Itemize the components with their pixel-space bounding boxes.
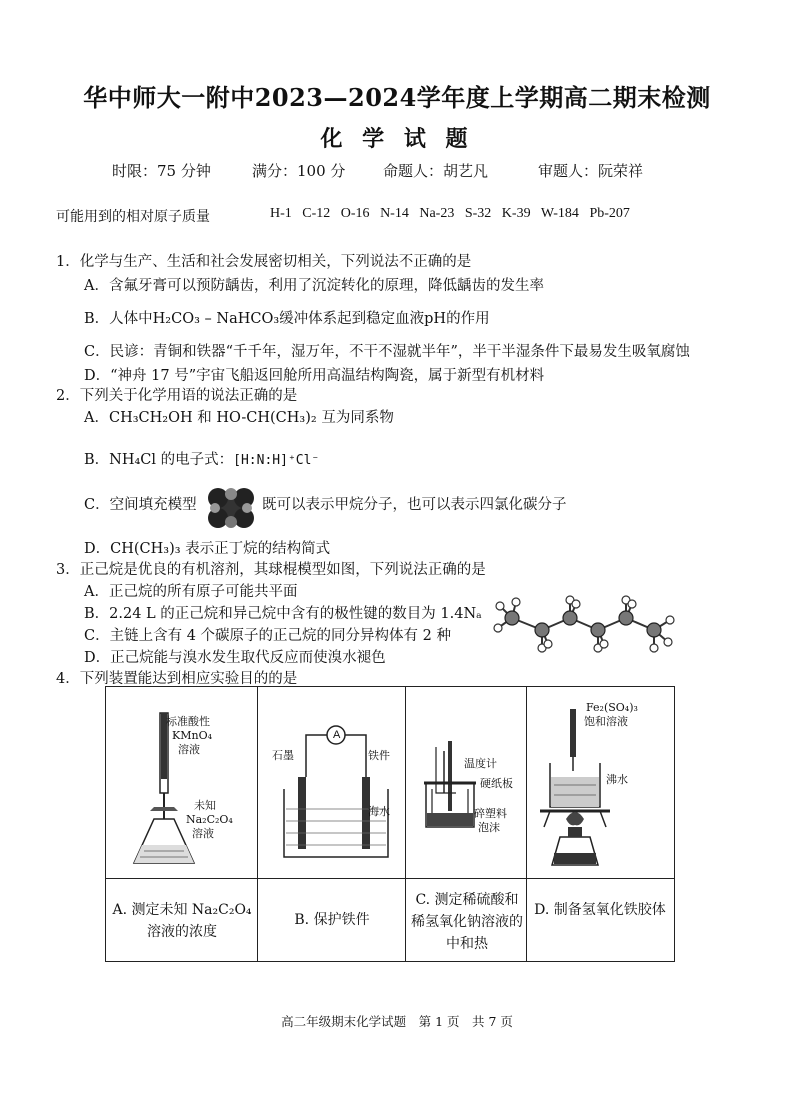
- q2-option-c-suffix: 既可以表示甲烷分子，也可以表示四氯化碳分子: [262, 497, 567, 513]
- q2-stem: 2．下列关于化学用语的说法正确的是: [56, 388, 298, 404]
- foam-label-1: 碎塑料: [474, 807, 507, 820]
- q2-option-d: D．CH(CH₃)₃ 表示正丁烷的结构简式: [84, 541, 331, 557]
- q1-option-c: C．民谚：青铜和铁器“千千年，湿万年，不干不湿就半年”，半干半湿条件下最易发生吸氧腐蚀: [84, 344, 690, 360]
- ammeter-label: A: [333, 729, 341, 741]
- table-row-divider: [106, 878, 674, 879]
- q2-option-c-prefix: C．空间填充模型: [84, 497, 197, 513]
- space-filling-model-image: [200, 482, 262, 532]
- page-subtitle: 化 学 试 题: [320, 126, 474, 152]
- full-score: 满分：100 分: [252, 162, 346, 180]
- fig-a-label-bot: 溶液: [178, 743, 200, 756]
- q1-option-d: D．“神舟 17 号”宇宙飞船返回舱所用高温结构陶瓷，属于新型有机材料: [84, 368, 545, 384]
- q3-option-d: D．正己烷能与溴水发生取代反应而使溴水褪色: [84, 650, 386, 666]
- atomic-mass-item: S-32: [464, 206, 492, 221]
- fig-a-flask-label-3: 溶液: [192, 827, 214, 840]
- fig-a-label-mid: KMnO₄: [172, 729, 212, 742]
- time-limit: 时限：75 分钟: [112, 162, 211, 180]
- atomic-mass-item: Na-23: [419, 206, 455, 221]
- q1-stem: 1．化学与生产、生活和社会发展密切相关，下列说法不正确的是: [56, 254, 472, 270]
- author: 命题人：胡艺凡: [383, 162, 489, 180]
- caption-c: C. 测定稀硫酸和稀氢氧化钠溶液的中和热: [411, 892, 523, 952]
- atomic-mass-item: O-16: [340, 206, 370, 221]
- q1-option-a: A．含氟牙膏可以预防龋齿，利用了沉淀转化的原理，降低龋齿的发生率: [84, 278, 544, 294]
- page-footer: 高二年级期末化学试题 第 1 页 共 7 页: [281, 1014, 513, 1029]
- caption-a: A. 测定未知 Na₂C₂O₄ 溶液的浓度: [112, 902, 252, 940]
- atomic-mass-item: C-12: [302, 206, 331, 221]
- atomic-mass-list: [270, 206, 630, 222]
- electron-formula: [H:N:H]⁺Cl⁻: [233, 453, 320, 468]
- foam-label-2: 泡沫: [478, 821, 500, 834]
- q1-option-b-prefix: B．人体中: [84, 311, 153, 327]
- fig-a-flask-label-2: Na₂C₂O₄: [186, 813, 233, 826]
- atomic-mass-item: W-184: [540, 206, 579, 221]
- boiling-water-label: 沸水: [606, 773, 628, 786]
- calorimeter-figure: [414, 727, 524, 867]
- atomic-mass-item: K-39: [501, 206, 531, 221]
- q2-option-a: A．CH₃CH₂OH 和 HO-CH(CH₃)₂ 互为同系物: [84, 410, 394, 426]
- atomic-mass-label: 可能用到的相对原子质量: [56, 209, 210, 225]
- apparatus-table: [105, 686, 675, 962]
- cardboard-label: 硬纸板: [480, 777, 513, 790]
- iron-part-label: 铁件: [368, 749, 390, 762]
- fig-a-flask-label-1: 未知: [194, 799, 216, 812]
- q4-stem: 4．下列装置能达到相应实验目的的是: [56, 671, 298, 687]
- atomic-mass-item: Pb-207: [589, 206, 630, 221]
- caption-d: D. 制备氢氧化铁胶体: [534, 902, 666, 918]
- atomic-mass-item: H-1: [270, 206, 292, 221]
- q3-option-b: B．2.24 L 的正己烷和异己烷中含有的极性键的数目为 1.4Nₐ: [84, 606, 482, 622]
- ferric-sulfate-label: Fe₂(SO₄)₃: [586, 701, 638, 714]
- page-title: 华中师大一附中2023—2024学年度上学期高二期末检测: [83, 83, 711, 112]
- buffer-formula: H₂CO₃ – NaHCO₃: [152, 311, 280, 327]
- q3-option-c: C．主链上含有 4 个碳原子的正己烷的同分异构体有 2 种: [84, 628, 451, 644]
- q2-option-b: [84, 448, 319, 469]
- reviewer: 审题人：阮荣祥: [538, 162, 644, 180]
- q1-option-b: [84, 307, 490, 328]
- hexane-ball-stick-model: [490, 592, 690, 664]
- thermometer-label: 温度计: [464, 757, 497, 770]
- caption-b: B. 保护铁件: [294, 912, 370, 928]
- atomic-mass-item: N-14: [380, 206, 409, 221]
- q2-option-b-prefix: B．NH₄Cl 的电子式：: [84, 452, 234, 468]
- graphite-label: 石墨: [272, 749, 294, 762]
- q3-option-a: A．正己烷的所有原子可能共平面: [84, 584, 298, 600]
- q1-option-b-suffix: 缓冲体系起到稳定血液pH的作用: [279, 311, 490, 327]
- seawater-label: 海水: [368, 805, 390, 818]
- colloid-apparatus-figure: [530, 707, 670, 875]
- fig-a-label-top: 标准酸性: [166, 715, 210, 728]
- saturated-solution-label: 饱和溶液: [584, 715, 628, 728]
- q3-stem: 3．正己烷是优良的有机溶剂，其球棍模型如图，下列说法正确的是: [56, 562, 486, 578]
